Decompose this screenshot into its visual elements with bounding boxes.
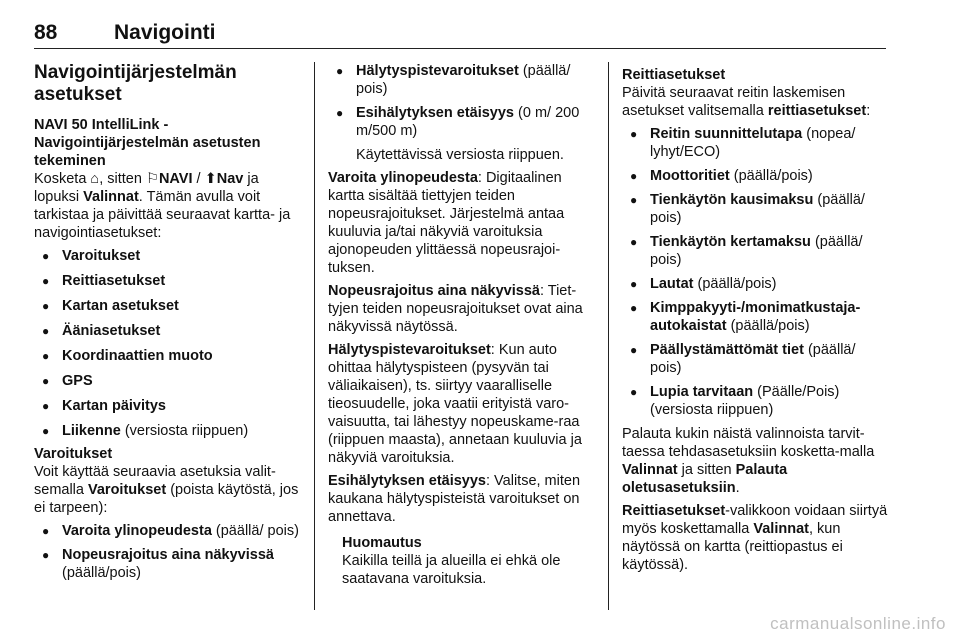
section-heading: Varoitukset (34, 446, 113, 462)
route-settings-list (622, 125, 888, 419)
list-item: ● Varoitukset (34, 247, 302, 265)
list-item: ● Reitin suunnittelutapa (nopea/ lyhyt/ECO) (622, 125, 888, 161)
section-title: Navigointi (114, 21, 216, 44)
column-divider (608, 62, 609, 610)
section-heading: Reittiasetukset (622, 67, 726, 83)
warning-list (328, 62, 592, 140)
list-item: ● Kimppakyyti-/monimatkustaja-autokaistat (päällä/pois) (622, 299, 888, 335)
list-item: ● Lautat (päällä/pois) (622, 275, 888, 293)
flag-icon: ⚐ (145, 171, 159, 187)
home-icon: ⌂ (90, 171, 100, 187)
paragraph: Reittiasetukset-valikkoon voidaan siirtyä myös koskettamalla Valinnat, kun näytössä on kartta (reittiopastus ei käytössä). (622, 503, 888, 573)
list-item: ● Päällystämättömät tiet (päällä/ pois) (622, 341, 888, 377)
list-item: ● Liikenne (versiosta riippuen) (34, 422, 302, 440)
paragraph: Palauta kukin näistä valinnoista tarvit-taessa tehdasasetuksiin kosketta-malla Valinnat ja sitten Palauta oletusasetuksiin. (622, 426, 875, 496)
paragraph: Päivitä seuraavat reitin laskemisen asetukset valitsemalla reittiasetukset: (622, 85, 871, 119)
page-title: Navigointijärjestelmän asetukset (34, 62, 237, 105)
column-divider (314, 62, 315, 610)
version-note: Käytettävissä versiosta riippuen. (356, 147, 564, 163)
list-item: ● Moottoritiet (päällä/pois) (622, 167, 888, 185)
list-item: ● Ääniasetukset (34, 322, 302, 340)
page-header (34, 22, 886, 49)
note-text: Kaikilla teillä ja alueilla ei ehkä ole saatavana varoituksia. (342, 553, 561, 587)
list-item: ● Nopeusrajoitus aina näkyvissä (päällä/pois) (34, 546, 302, 582)
list-item: ● Tienkäytön kertamaksu (päällä/ pois) (622, 233, 888, 269)
list-item: ● Koordinaattien muoto (34, 347, 302, 365)
paragraph: Voit käyttää seuraavia asetuksia valit-semalla Varoitukset (poista käytöstä, jos ei tarpeen): (34, 464, 299, 516)
subheading: NAVI 50 IntelliLink - Navigointijärjestelmän asetusten tekeminen (34, 117, 261, 169)
list-item: ● GPS (34, 372, 302, 390)
paragraph: Hälytyspistevaroitukset: Kun auto ohittaa hälytyspisteen (pysyvän tai väliaikaisen), ts. siirtyy vaaralliselle tieosuudelle, joka vaatii erityistä varo-vaisuutta, tai lähestyy nopeuskame-raa (riippuen maasta), annetaan kuuluvia ja näkyviä varoituksia. (328, 342, 582, 466)
column-3 (622, 62, 888, 579)
note-title: Huomautus (342, 535, 422, 551)
page-number: 88 (34, 21, 58, 44)
arrow-up-icon: ⬆ (204, 171, 217, 187)
list-item: ● Reittiasetukset (34, 272, 302, 290)
column-1 (34, 62, 302, 588)
list-item: ● Varoita ylinopeudesta (päällä/ pois) (34, 522, 302, 540)
list-item: ● Lupia tarvitaan (Päälle/Pois) (versiosta riippuen) (622, 383, 888, 419)
list-item: ● Hälytyspistevaroitukset (päällä/ pois) (328, 62, 592, 98)
paragraph: Nopeusrajoitus aina näkyvissä: Tiet-tyjen teiden nopeusrajoitukset ovat aina näkyvissä näytössä. (328, 283, 583, 335)
column-2 (328, 62, 592, 588)
intro-paragraph: Kosketa ⌂, sitten ⚐NAVI / ⬆Nav ja lopuksi Valinnat. Tämän avulla voit tarkistaa ja päivittää seuraavat kartta- ja navigointiasetukset: (34, 171, 291, 241)
list-item: ● Kartan asetukset (34, 297, 302, 315)
settings-list (34, 247, 302, 440)
warning-list (34, 522, 302, 582)
list-item: ● Kartan päivitys (34, 397, 302, 415)
list-item: ● Esihälytyksen etäisyys (0 m/ 200 m/500 m) (328, 104, 592, 140)
paragraph: Esihälytyksen etäisyys: Valitse, miten kaukana hälytyspisteistä varoitukset on annettava. (328, 473, 581, 525)
paragraph: Varoita ylinopeudesta: Digitaalinen kartta sisältää tiettyjen teiden nopeusrajoitukset. Järjestelmä antaa kuuluvia ja/tai näkyviä varoituksia ajonopeuden ylittäessä nopeusrajoi-tuksen. (328, 170, 565, 276)
list-item: ● Tienkäytön kausimaksu (päällä/ pois) (622, 191, 888, 227)
note-box (328, 534, 592, 588)
watermark: carmanualsonline.info (770, 614, 946, 633)
